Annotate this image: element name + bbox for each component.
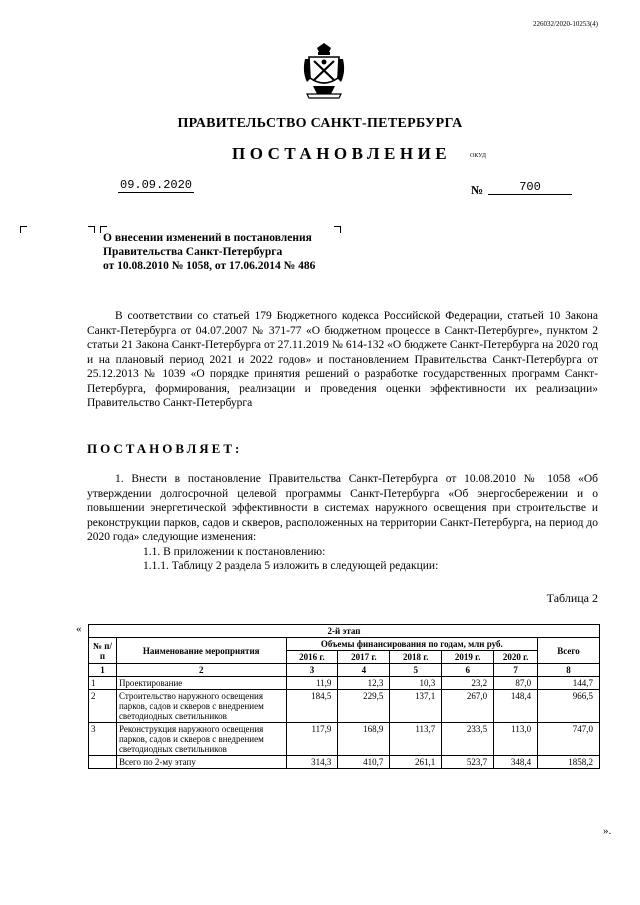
column-header-funding: Объемы финансирования по годам, млн руб. — [286, 638, 538, 651]
table-row — [89, 723, 600, 756]
item-1-1-paragraph: 1.1. В приложении к постановлению: — [143, 545, 326, 558]
stage-header: 2-й этап — [89, 625, 600, 638]
row-name: Проектирование — [116, 677, 286, 690]
column-header-name: Наименование мероприятия — [116, 638, 286, 664]
column-header-total: Всего — [538, 638, 600, 664]
table-stage-row — [89, 625, 600, 638]
subject-line: от 10.08.2010 № 1058, от 17.06.2014 № 486 — [103, 260, 316, 272]
grand-total: 1858,2 — [538, 756, 600, 769]
total-value: 348,4 — [494, 756, 538, 769]
decree-heading: ПОСТАНОВЛЯЕТ: — [87, 441, 243, 456]
table-row — [89, 677, 600, 690]
item-1-paragraph: 1. Внести в постановление Правительства Санкт-Петербурга от 10.08.2010 № 1058 «Об утверждении долгосрочной целевой программы Санкт-Петербурга «Об энергосбережении и о повышении энергетической эффективности в системах наружного освещения при строительстве и реконструкции парков, садов и скверов, расположенных на территории Санкт-Петербурга, на период до 2020 года» следующие изменения: — [87, 473, 598, 543]
year-header: 2018 г. — [390, 651, 442, 664]
table-total-row — [89, 756, 600, 769]
total-value: 523,7 — [442, 756, 494, 769]
row-value: 168,9 — [338, 723, 390, 756]
corner-mark — [88, 226, 95, 233]
table-header-row — [89, 638, 600, 651]
decree-items — [87, 472, 598, 574]
row-value: 113,0 — [494, 723, 538, 756]
row-value: 267,0 — [442, 690, 494, 723]
decree-subject — [103, 231, 363, 273]
column-header-number: № п/п — [89, 638, 117, 664]
row-total: 747,0 — [538, 723, 600, 756]
column-index: 3 — [286, 664, 338, 677]
row-name: Реконструкция наружного освещения парков, садов и скверов с внедрением светодиодных светильников — [116, 723, 286, 756]
item-1-1-1-paragraph: 1.1.1. Таблицу 2 раздела 5 изложить в следующей редакции: — [143, 560, 439, 572]
year-header: 2016 г. — [286, 651, 338, 664]
table-row — [89, 690, 600, 723]
decree-date: 09.09.2020 — [120, 178, 193, 192]
year-header: 2019 г. — [442, 651, 494, 664]
document-number: 226032/2020-10253(4) — [533, 20, 598, 28]
total-row-name: Всего по 2-му этапу — [116, 756, 286, 769]
table-label: Таблица 2 — [546, 591, 598, 605]
total-value: 410,7 — [338, 756, 390, 769]
column-index: 4 — [338, 664, 390, 677]
decree-number-label: № — [471, 183, 484, 197]
quote-close: ». — [603, 825, 612, 837]
row-value: 87,0 — [494, 677, 538, 690]
quote-open: « — [76, 623, 82, 635]
row-number: 3 — [89, 723, 117, 756]
column-index: 5 — [390, 664, 442, 677]
column-index: 7 — [494, 664, 538, 677]
column-index: 2 — [116, 664, 286, 677]
column-index: 1 — [89, 664, 117, 677]
total-value: 314,3 — [286, 756, 338, 769]
subject-line: Правительства Санкт-Петербурга — [103, 246, 283, 258]
row-value: 229,5 — [338, 690, 390, 723]
column-index: 6 — [442, 664, 494, 677]
row-number: 1 — [89, 677, 117, 690]
okud-label: ОКУД — [470, 153, 486, 159]
subject-line: О внесении изменений в постановления — [103, 232, 312, 244]
row-value: 148,4 — [494, 690, 538, 723]
row-value: 117,9 — [286, 723, 338, 756]
row-value: 12,3 — [338, 677, 390, 690]
row-value: 10,3 — [390, 677, 442, 690]
column-index: 8 — [538, 664, 600, 677]
coat-of-arms-emblem — [303, 42, 345, 100]
government-name: ПРАВИТЕЛЬСТВО САНКТ-ПЕТЕРБУРГА — [177, 116, 463, 131]
row-value: 184,5 — [286, 690, 338, 723]
preamble-paragraph: В соответствии со статьей 179 Бюджетного кодекса Российской Федерации, статьей 10 Закона Санкт-Петербурга от 04.07.2007 № 371-77 «О бюджетном процессе в Санкт-Петербурге», пунктом 2 статьи 21 Закона Санкт-Петербурга от 27.11.2019 № 614-132 «О бюджете Санкт-Петербурга на 2020 год и на плановый период 2021 и 2022 годов» и постановлением Правительства Санкт-Петербурга от 25.12.2013 № 1039 «О порядке принятия решений о разработке государственных программ Санкт-Петербурга, формирования, реализации и проведения оценки эффективности их реализации» Правительство Санкт-Петербурга — [87, 310, 598, 409]
row-number: 2 — [89, 690, 117, 723]
row-value: 11,9 — [286, 677, 338, 690]
row-value: 23,2 — [442, 677, 494, 690]
table-index-row — [89, 664, 600, 677]
row-total: 966,5 — [538, 690, 600, 723]
row-value: 137,1 — [390, 690, 442, 723]
funding-table — [88, 624, 600, 769]
year-header: 2017 г. — [338, 651, 390, 664]
decree-number: 700 — [488, 180, 572, 195]
row-name: Строительство наружного освещения парков, садов и скверов с внедрением светодиодных светильников — [116, 690, 286, 723]
year-header: 2020 г. — [494, 651, 538, 664]
row-value: 113,7 — [390, 723, 442, 756]
row-total: 144,7 — [538, 677, 600, 690]
document-title: ПОСТАНОВЛЕНИЕ — [232, 144, 452, 163]
row-value: 233,5 — [442, 723, 494, 756]
corner-mark — [20, 226, 27, 233]
total-value: 261,1 — [390, 756, 442, 769]
